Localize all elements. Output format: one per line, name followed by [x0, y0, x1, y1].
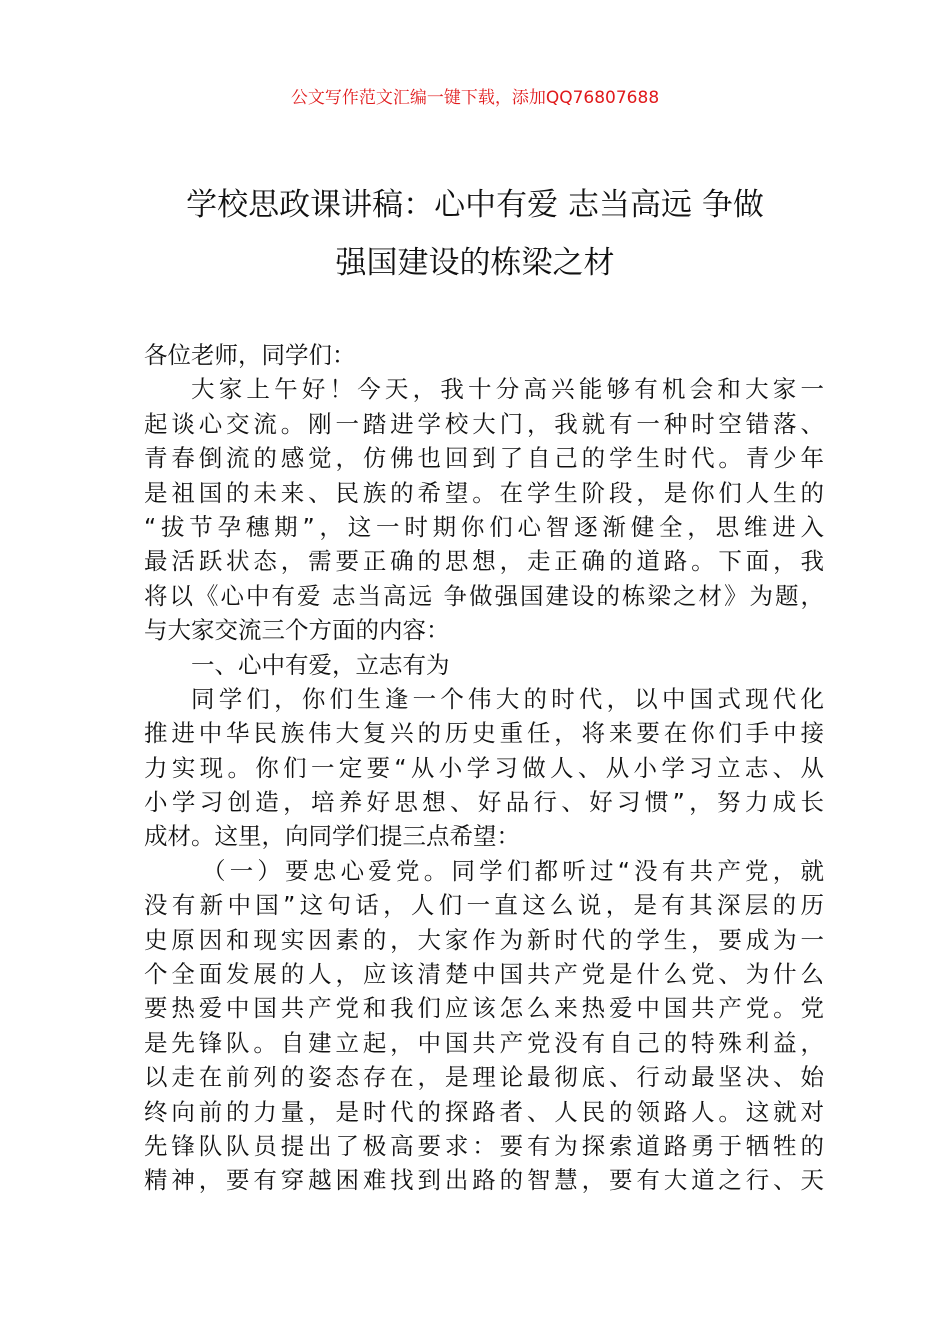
title-line: 强国建设的栋梁之材 — [335, 245, 615, 281]
paragraph-line: 个全面发展的人，应该清楚中国共产党是什么党、为什么 — [144, 960, 824, 989]
paragraph-line: 大家上午好！今天，我十分高兴能够有机会和大家一 — [191, 375, 824, 404]
paragraph-line: 成材。这里，向同学们提三点希望： — [144, 822, 520, 851]
paragraph-line: 与大家交流三个方面的内容： — [144, 616, 450, 645]
document-body — [144, 338, 824, 1198]
paragraph-line: 要热爱中国共产党和我们应该怎么来热爱中国共产党。党 — [144, 994, 824, 1023]
paragraph-line: 青春倒流的感觉，仿佛也回到了自己的学生时代。青少年 — [144, 444, 824, 473]
paragraph-line: 精神，要有穿越困难找到出路的智慧，要有大道之行、天 — [144, 1166, 824, 1195]
paragraph-line: 最活跃状态，需要正确的思想，走正确的道路。下面，我 — [144, 547, 824, 576]
paragraph-line: 以走在前列的姿态存在，是理论最彻底、行动最坚决、始 — [144, 1063, 824, 1092]
paragraph-line: 同学们，你们生逢一个伟大的时代，以中国式现代化 — [191, 684, 824, 713]
title-line: 学校思政课讲稿：心中有爱 志当高远 争做 — [186, 187, 764, 223]
paragraph-line: 小学习创造，培养好思想、好品行、好习惯”，努力成长 — [144, 788, 824, 817]
section-heading: 一、心中有爱，立志有为 — [191, 650, 450, 679]
paragraph-line: 推进中华民族伟大复兴的历史重任，将来要在你们手中接 — [144, 719, 824, 748]
paragraph-line: 先锋队队员提出了极高要求：要有为探索道路勇于牺牲的 — [144, 1131, 824, 1160]
paragraph-line: 史原因和现实因素的，大家作为新时代的学生，要成为一 — [144, 925, 824, 954]
paragraph-line: “拔节孕穗期”，这一时期你们心智逐渐健全，思维进入 — [144, 512, 824, 541]
document-title — [100, 176, 850, 292]
paragraph-line: 没有新中国”这句话，人们一直这么说，是有其深层的历 — [144, 891, 824, 920]
paragraph-line: 将以《心中有爱 志当高远 争做强国建设的栋梁之材》为题， — [144, 581, 824, 610]
paragraph-line: 力实现。你们一定要“从小学习做人、从小学习立志、从 — [144, 753, 824, 782]
paragraph-line: 起谈心交流。刚一踏进学校大门，我就有一种时空错落、 — [144, 409, 824, 438]
salutation: 各位老师，同学们： — [144, 341, 356, 369]
paragraph-line: 是祖国的未来、民族的希望。在学生阶段，是你们人生的 — [144, 478, 824, 507]
paragraph-line: （一）要忠心爱党。同学们都听过“没有共产党，就 — [202, 856, 824, 885]
download-watermark: 公文写作范文汇编一键下载，添加QQ76807688 — [290, 88, 660, 108]
paragraph-line: 是先锋队。自建立起，中国共产党没有自己的特殊利益， — [144, 1028, 824, 1057]
paragraph-line: 终向前的力量，是时代的探路者、人民的领路人。这就对 — [144, 1097, 824, 1126]
